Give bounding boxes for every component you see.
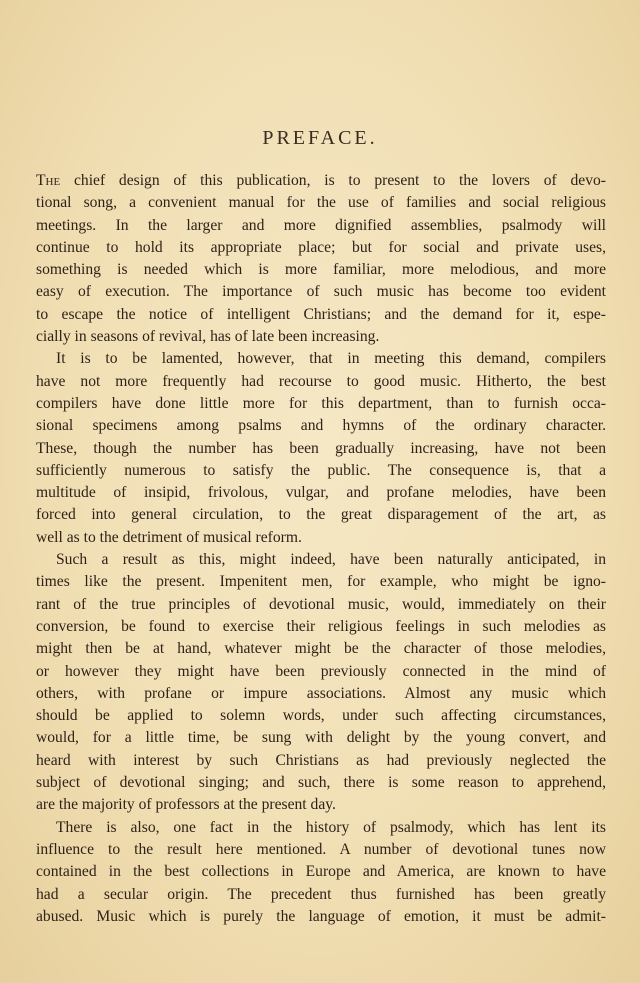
- text-line: forced into general circulation, to the great disparagement of the art, as: [36, 506, 606, 524]
- text-line: others, with profane or impure associations. Almost any music which: [36, 684, 606, 702]
- text-line: meetings. In the larger and more dignified assemblies, psalmody will: [36, 216, 606, 234]
- text-line: sufficiently numerous to satisfy the public. The consequence is, that a: [36, 461, 606, 479]
- text-line: heard with interest by such Christians as had previously neglected the: [36, 751, 606, 769]
- text-line: times like the present. Impenitent men, for example, who might be igno-: [36, 573, 606, 591]
- text-line: [36, 170, 606, 192]
- paragraph: [36, 817, 606, 928]
- text-line: or however they might have been previously connected in the mind of: [36, 662, 606, 680]
- text-line: would, for a little time, be sung with delight by the young convert, and: [36, 729, 606, 747]
- text-line: continue to hold its appropriate place; but for social and private uses,: [36, 238, 606, 256]
- preface-text: [36, 170, 606, 928]
- text-line: These, though the number has been gradually increasing, have not been: [36, 439, 606, 457]
- text-line: should be applied to solemn words, under such affecting circumstances,: [36, 707, 606, 725]
- text-line: There is also, one fact in the history of psalmody, which has lent its: [56, 818, 606, 836]
- text-line: abused. Music which is purely the language of emotion, it must be admit-: [36, 907, 606, 925]
- text-line: had a secular origin. The precedent thus furnished has been greatly: [36, 885, 606, 903]
- line-text: chief design of this publication, is to present to the lovers of devo-: [60, 172, 606, 189]
- text-line: compilers have done little more for this department, than to furnish occa-: [36, 394, 606, 412]
- text-line: have not more frequently had recourse to good music. Hitherto, the best: [36, 372, 606, 390]
- text-line: sional specimens among psalms and hymns of the ordinary character.: [36, 417, 606, 435]
- text-line: contained in the best collections in Europe and America, are known to have: [36, 863, 606, 881]
- paragraph: [36, 170, 606, 348]
- text-line: It is to be lamented, however, that in meeting this demand, compilers: [56, 350, 606, 368]
- text-line: multitude of insipid, frivolous, vulgar, and profane melodies, have been: [36, 484, 606, 502]
- text-line: conversion, be found to exercise their religious feelings in such melodies as: [36, 617, 606, 635]
- lead-word: The: [36, 172, 61, 189]
- text-line: something is needed which is more familiar, more melodious, and more: [36, 261, 606, 279]
- text-line: easy of execution. The importance of such music has become too evident: [36, 283, 606, 301]
- text-line: Such a result as this, might indeed, have been naturally anticipated, in: [56, 551, 606, 569]
- text-line: are the majority of professors at the present day.: [36, 796, 336, 814]
- page-title: PREFACE.: [262, 127, 378, 149]
- text-line: influence to the result here mentioned. A number of devotional tunes now: [36, 840, 606, 858]
- paragraph: [36, 348, 606, 549]
- text-line: subject of devotional singing; and such, there is some reason to apprehend,: [36, 774, 606, 792]
- text-line: well as to the detriment of musical reform.: [36, 528, 302, 546]
- text-line: rant of the true principles of devotional music, would, immediately on their: [36, 595, 606, 613]
- text-line: to escape the notice of intelligent Christians; and the demand for it, espe-: [36, 305, 606, 323]
- paragraph: [36, 549, 606, 817]
- text-line: might then be at hand, whatever might be the character of those melodies,: [36, 640, 606, 658]
- text-line: tional song, a convenient manual for the use of families and social religious: [36, 194, 606, 212]
- text-line: cially in seasons of revival, has of late been increasing.: [36, 328, 380, 346]
